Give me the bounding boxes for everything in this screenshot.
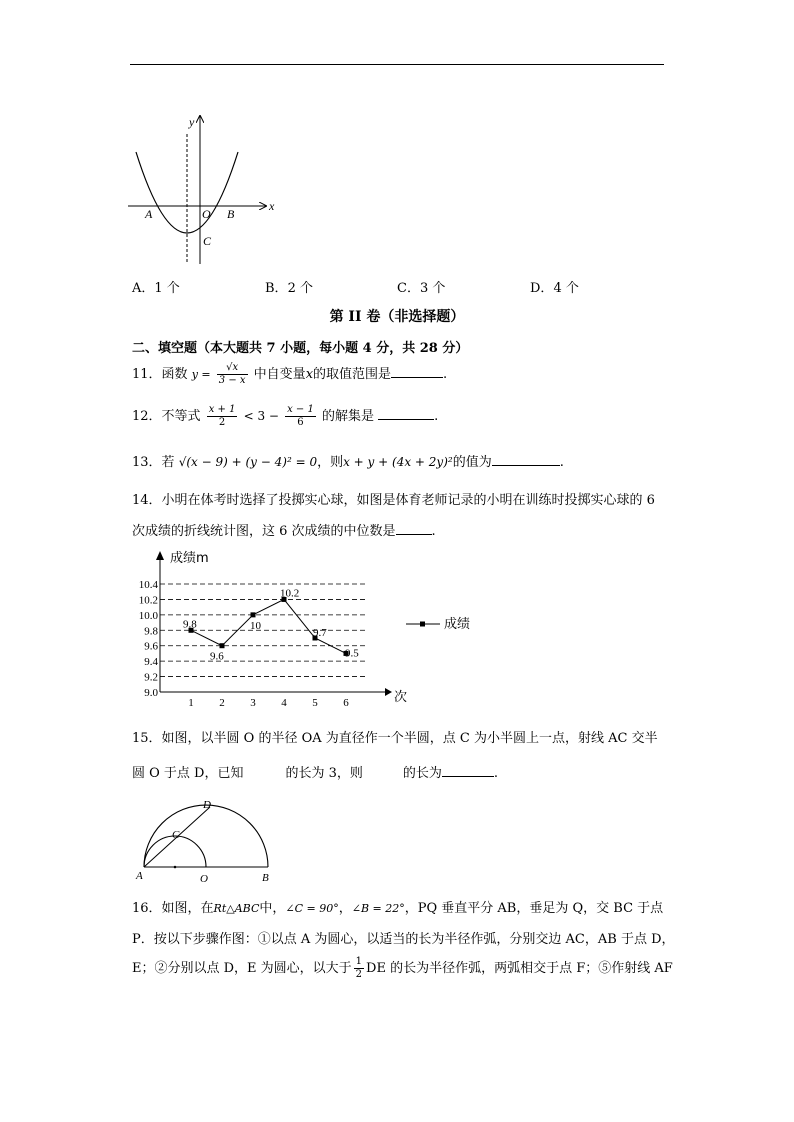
- x-axis-title: 次: [394, 690, 408, 705]
- x-axis-arrow: [385, 688, 392, 696]
- parabola-figure: [128, 112, 288, 267]
- question-16-line1: 16．如图，在Rt△ABC中，∠C = 90°，∠B = 22°，PQ 垂直平分 AB，垂足为 Q，交 BC 于点: [132, 901, 664, 916]
- data-label: 9.7: [313, 627, 327, 639]
- section-title: 第 II 卷（非选择题）: [329, 309, 465, 325]
- y-tick-label: 10.4: [138, 579, 158, 591]
- fraction: $\frac{√x}{3 - x}$: [218, 362, 246, 386]
- data-label: 10.2: [280, 587, 300, 600]
- data-label: 9.8: [183, 618, 197, 631]
- legend-label: 成绩: [444, 617, 471, 632]
- option-c: C．3 个: [397, 281, 446, 296]
- large-semicircle: [144, 805, 268, 867]
- data-point: [220, 643, 225, 648]
- y-tick-label: 9.2: [144, 671, 158, 684]
- data-label: 10: [250, 619, 261, 632]
- y-tick-label: 9.4: [144, 656, 158, 669]
- option-d: D．4 个: [530, 281, 579, 296]
- center-dot: [174, 866, 177, 869]
- x-tick-label: 2: [219, 697, 225, 709]
- question-12: 12．不等式 $\frac{x + 1}{2}$ < 3 − $\frac{x - 1}{6}$ 的解集是 .: [132, 404, 439, 428]
- x-tick-label: 3: [250, 697, 256, 709]
- point-b-label: B: [262, 872, 269, 884]
- fraction: $\frac{x - 1}{6}$: [287, 404, 314, 428]
- question-14-line2: 次成绩的折线统计图，这 6 次成绩的中位数是 .: [132, 524, 436, 539]
- answer-blank: [492, 453, 560, 466]
- question-15-line1: 15．如图，以半圆 O 的半径 OA 为直径作一个半圆，点 C 为小半圆上一点，射线 AC 交半: [132, 731, 658, 746]
- question-13: 13．若 √(x − 9) + (y − 4)² = 0，则x + y + (4x + 2y)²的值为 .: [132, 455, 564, 470]
- y-tick-label: 9.6: [144, 640, 158, 653]
- answer-blank: [396, 522, 432, 535]
- x-tick-label: 1: [188, 697, 194, 709]
- point-a-label: A: [136, 870, 143, 882]
- answer-blank: [442, 764, 494, 777]
- y-axis-title: 成绩m: [170, 551, 209, 566]
- x-axis-label: x: [269, 199, 275, 213]
- answer-blank: [378, 407, 434, 420]
- part-heading: 二、填空题（本大题共 7 小题，每小题 4 分，共 28 分）: [132, 341, 469, 356]
- fraction: $\frac{x + 1}{2}$: [208, 404, 236, 428]
- point-o-label: O: [200, 873, 208, 885]
- data-label: 9.6: [210, 650, 224, 663]
- point-b-label: B: [227, 207, 235, 221]
- question-15-line2: 圆 O 于点 D，已知 的长为 3，则 的长为 .: [132, 766, 499, 781]
- question-16-line2: P．按以下步骤作图：①以点 A 为圆心，以适当的长为半径作弧，分别交边 AC，AB 于点 D，: [132, 932, 675, 947]
- header-rule: [130, 64, 664, 65]
- point-d-label: D: [203, 799, 211, 811]
- y-axis-label: y: [189, 115, 195, 129]
- y-tick-label: 9.0: [144, 687, 158, 699]
- option-a: A．1 个: [132, 281, 180, 296]
- origin-label: O: [202, 207, 211, 221]
- point-c-label: C: [172, 829, 180, 841]
- y-tick-label: 10.0: [138, 609, 158, 622]
- x-tick-label: 6: [343, 697, 349, 709]
- y-tick-label: 10.2: [138, 594, 158, 607]
- point-c-label: C: [203, 234, 212, 248]
- fraction-half: $\frac{1}{2}$: [355, 956, 363, 980]
- data-label: 9.5: [345, 647, 359, 660]
- data-point: [251, 612, 256, 617]
- x-tick-label: 5: [312, 697, 318, 709]
- question-16-line3: E；②分别以点 D，E 为圆心，以大于 $\frac{1}{2}$ DE 的长为半径作弧，两弧相交于点 F；⑤作射线 AF: [132, 956, 673, 980]
- option-b: B．2 个: [265, 281, 313, 296]
- y-tick-label: 9.8: [144, 625, 158, 638]
- legend-marker: [420, 622, 425, 627]
- point-a-label: A: [145, 207, 153, 221]
- x-tick-label: 4: [281, 697, 287, 709]
- semicircle-figure: [132, 795, 282, 887]
- question-11: 11．函数 y = $\frac{√x}{3 - x}$ 中自变量x的取值范围是 .: [132, 362, 448, 386]
- score-line-chart: [128, 546, 488, 711]
- y-axis-arrow: [156, 551, 164, 560]
- answer-blank: [391, 365, 443, 378]
- question-14-line1: 14．小明在体考时选择了投掷实心球，如图是体育老师记录的小明在训练时投掷实心球的 6: [132, 493, 655, 508]
